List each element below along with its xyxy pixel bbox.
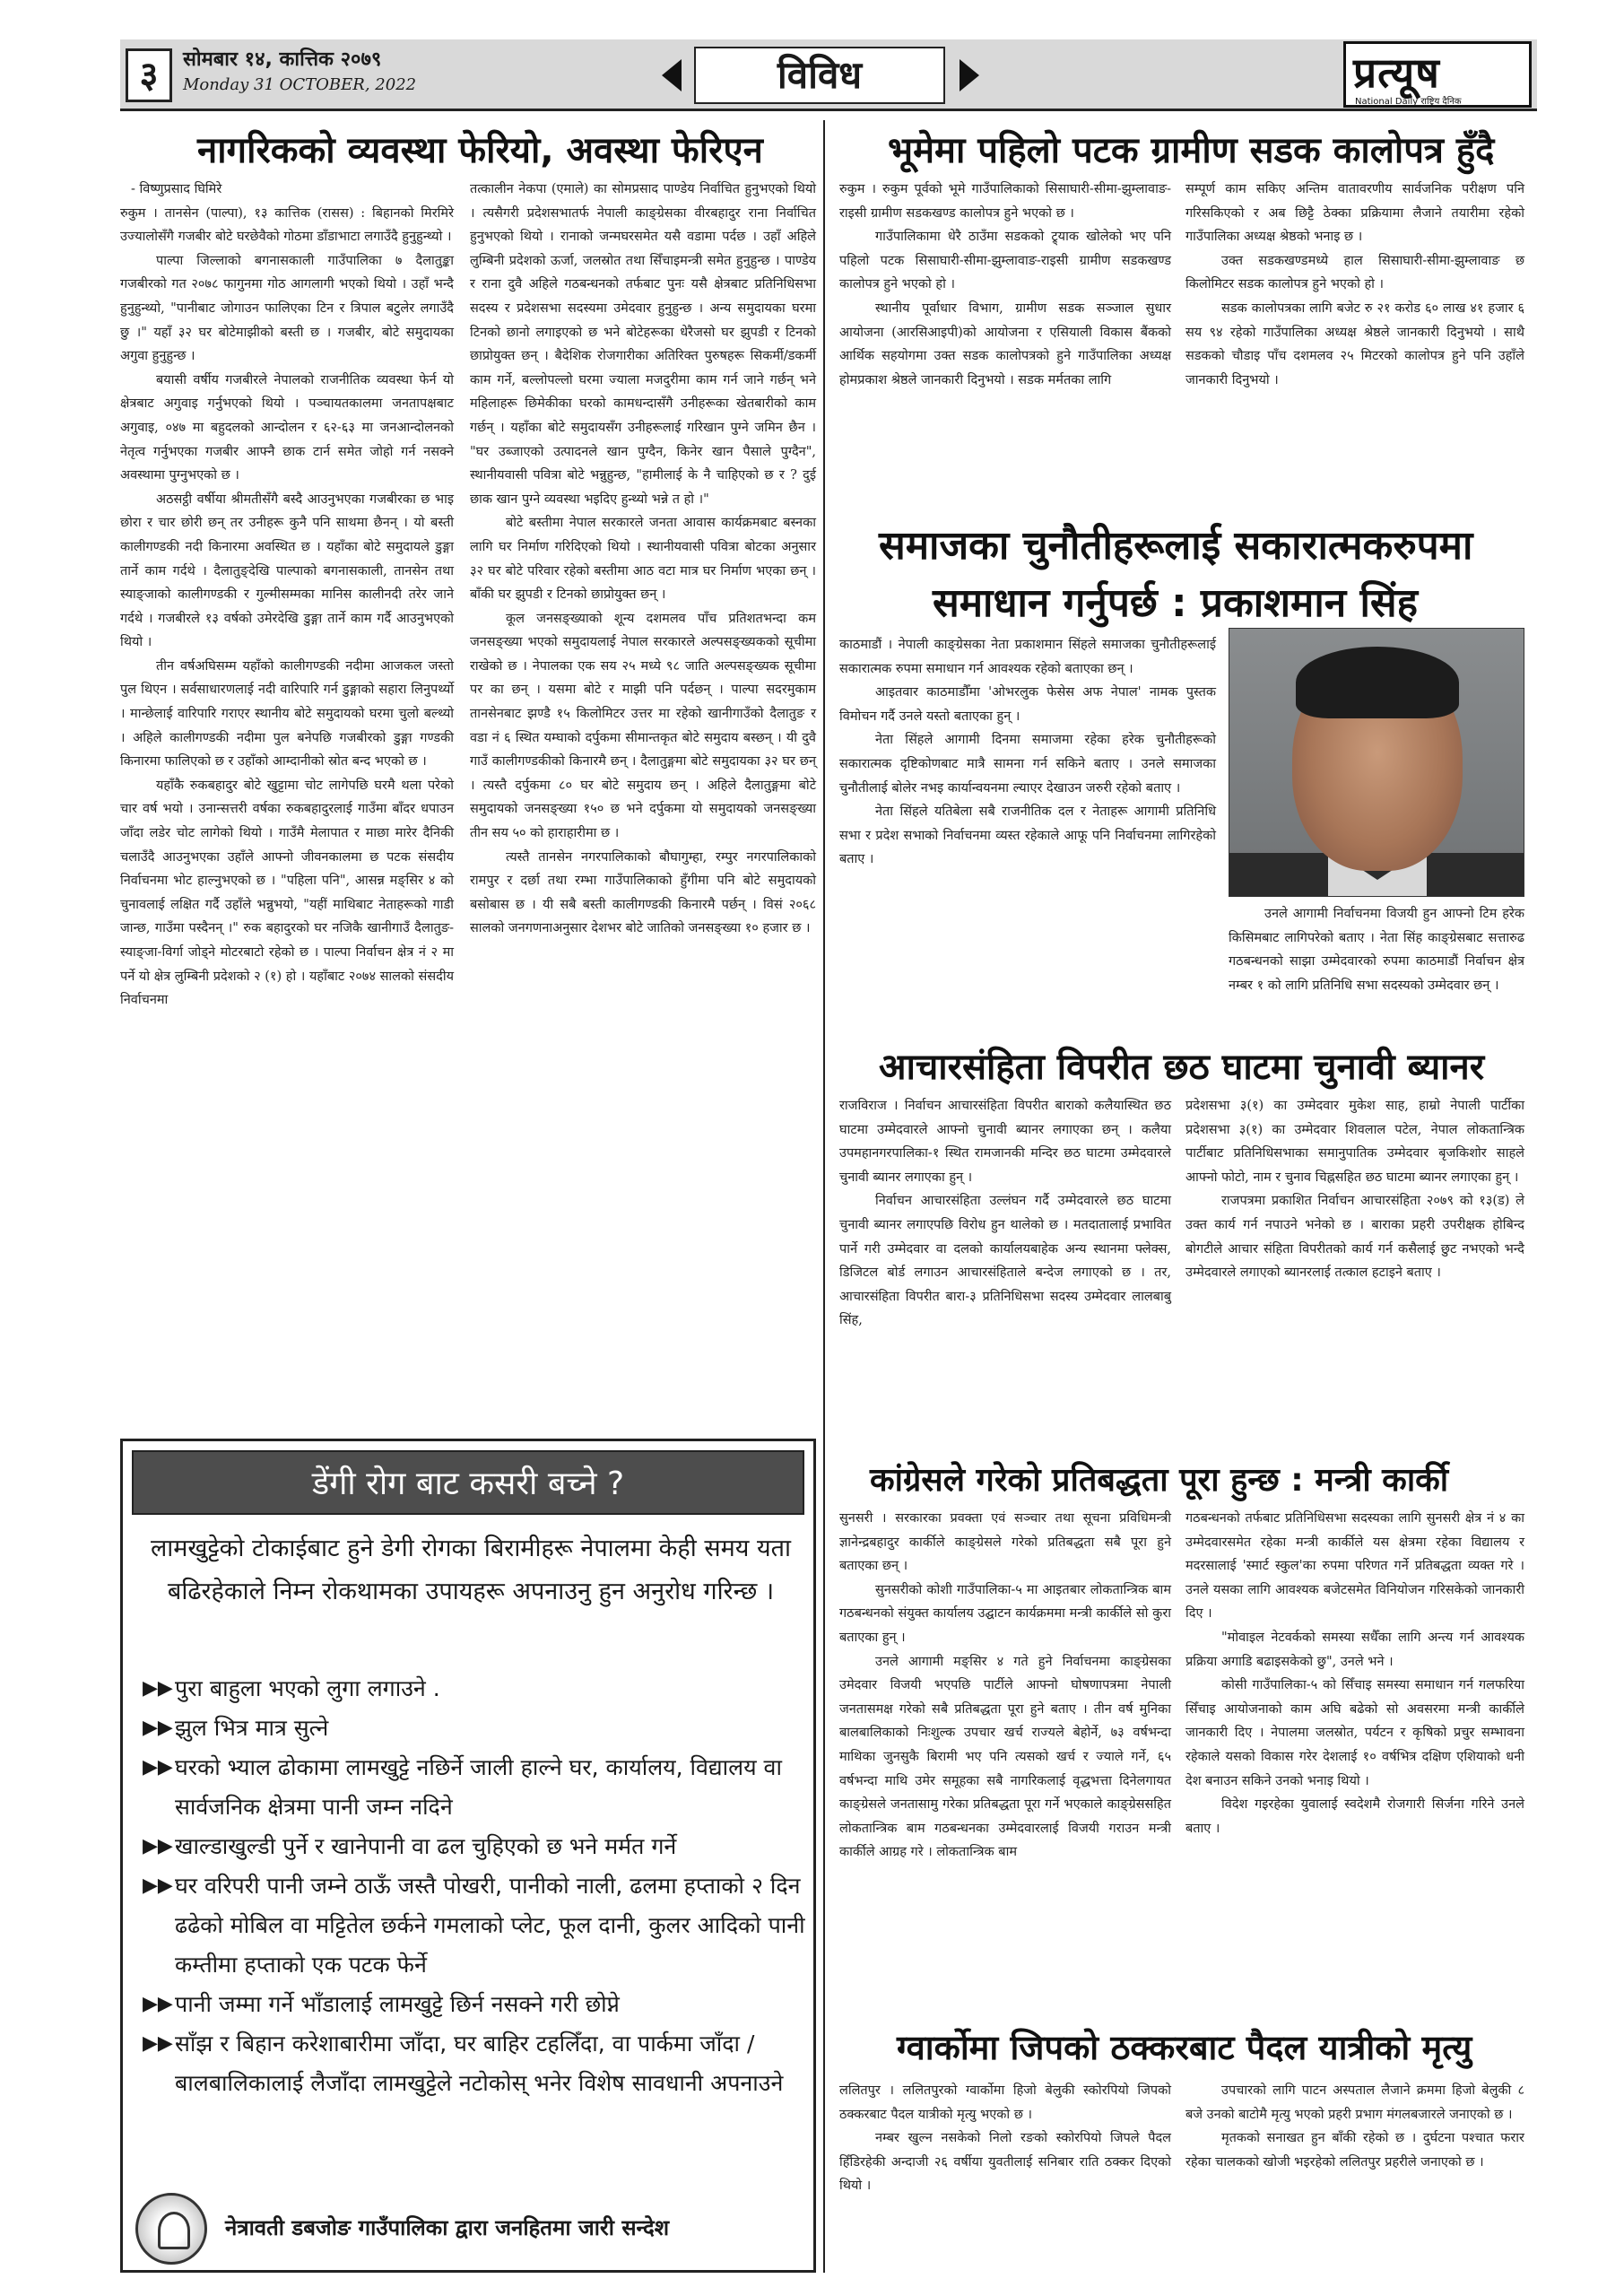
dengue-advertisement: [120, 1439, 816, 2273]
bullet-icon: ▶▶: [143, 1874, 173, 1897]
paragraph: गठबन्धनको तर्फबाट प्रतिनिधिसभा सदस्यका लागि सुनसरी क्षेत्र नं ४ का उम्मेदवारसमेत रहेका मन्त्री कार्कीले यस क्षेत्रमा रहेका विद्यालय र मदरसालाई 'स्मार्ट स्कुल'का रुपमा परिणत गर्ने प्रतिबद्धता व्यक्त गरे । उनले यसका लागि आवश्यक बजेटसमेत विनियोजन गरिसकेको जानकारी दिए ।: [1185, 1511, 1524, 1622]
prakashman-singh-photo: [1229, 628, 1524, 897]
logo-subtitle: National Daily राष्ट्रिय दैनिक: [1355, 97, 1462, 107]
bullet-icon: ▶▶: [143, 1835, 173, 1857]
paragraph: आइतवार काठमाडौँमा 'ओभरलुक फेसेस अफ नेपाल' नामक पुस्तक विमोचन गर्दै उनले यस्तो बताएका हुन् ।: [839, 685, 1216, 724]
paragraph: सम्पूर्ण काम सकिए अन्तिम वातावरणीय सार्वजनिक परीक्षण पनि गरिसकिएको र अब छिट्टै ठेक्का प्रक्रियामा लैजाने तयारीमा रहेको गाउँपालिका अध्यक्ष श्रेष्ठको भनाइ छ ।: [1185, 182, 1524, 245]
list-item: ▶▶ घर वरिपरी पानी जम्ने ठाऊँ जस्तै पोखरी, पानीको नाली, ढलमा हप्ताको २ दिन ढढेको मोबिल वा मट्टितेल छर्कने गमलाको प्लेट, फूल दानी, कुलर आदिको पानी कम्तीमा हप्ताको एक पटक फेर्ने: [143, 1866, 806, 1985]
list-item: ▶▶ खाल्डाखुल्डी पुर्ने र खानेपानी वा ढल चुहिएको छ भने मर्मत गर्ने: [143, 1827, 806, 1866]
ad-footer: [135, 2193, 804, 2265]
date-nepali: सोमबार १४, कात्तिक २०७९: [183, 48, 382, 71]
article6-col1: [839, 2079, 1171, 2198]
paragraph: गाउँपालिकामा धेरै ठाउँमा सडकको ट्र्याक खोलेको भए पनि पहिलो पटक सिसाघारी-सीमा-झुम्लावाङ-राइसी ग्रामीण सडकखण्ड कालोपत्र हुने भएको हो ।: [839, 230, 1171, 292]
article6-col2: [1185, 2079, 1524, 2174]
article3-title-line2: समाधान गर्नुपर्छ : प्रकाशमान सिंह: [933, 580, 1419, 626]
column-divider: [823, 1439, 825, 2273]
paragraph: नेता सिंहले यतिबेला सबै राजनीतिक दल र नेताहरू आगामी प्रतिनिधि सभा र प्रदेश सभाको निर्वाचनमा व्यस्त रहेकाले आफू पनि निर्वाचनमा लागिरहेको बताए ।: [839, 804, 1216, 867]
page-header: [120, 39, 1537, 115]
paragraph: उक्त सडकखण्डमध्ये हाल सिसाघारी-सीमा-झुम्लावाङ छ किलोमिटर सडक कालोपत्र हुने भएको हो ।: [1185, 253, 1524, 292]
paragraph: सुनसरीको कोशी गाउँपालिका-५ मा आइतबार लोकतान्त्रिक बाम गठबन्धनको संयुक्त कार्यालय उद्घाटन कार्यक्रममा मन्त्री कार्कीले सो कुरा बताएका हुन् ।: [839, 1582, 1171, 1645]
paragraph: निर्वाचन आचारसंहिता उल्लंघन गर्दै उम्मेदवारले छठ घाटमा चुनावी ब्यानर लगाएपछि विरोध हुन थालेको छ । मतदातालाई प्रभावित पार्ने गरी उम्मेदवार वा दलको कार्यालयबाहेक अन्य स्थानमा फ्लेक्स, डिजिटल बोर्ड लगाउन आचारसंहिताले बन्देज लगाएको छ । तर, आचारसंहिता विपरीत बारा-३ प्रतिनिधिसभा सदस्य उम्मेदवार लालबाबु सिंह,: [839, 1194, 1171, 1328]
paragraph: कूल जनसङ्ख्याको शून्य दशमलव पाँच प्रतिशतभन्दा कम जनसङ्ख्या भएको समुदायलाई नेपाल सरकारले अल्पसङ्ख्यकको सूचीमा राखेको छ । नेपालका एक सय २५ मध्ये ९८ जाति अल्पसङ्ख्यक सूचीमा पर का छन् । यसमा बोटे र माझी पनि पर्दछन् । पाल्पा सदरमुकाम तानसेनबाट झण्डै १५ किलोमिटर उत्तर मा रहेको खानीगाउँको दैलातुङ र वडा नं ६ स्थित यम्घाको दर्पुकमा सीमान्तकृत बोटे समुदाय बस्छन् । यी दुवै गाउँ कालीगण्डकीको किनारमै छन् । दैलातुङ्गमा बोटे समुदायका ३२ घर छन् । त्यस्तै दर्पुकमा ८० घर बोटे समुदाय छन् । अहिले दैलातुङ्गमा बोटे समुदायको जनसङ्ख्या १५० छ भने दर्पुकमा यो समुदायको जनसङ्ख्या तीन सय ५० को हाराहारीमा छ ।: [470, 611, 816, 841]
paragraph: बोटे बस्तीमा नेपाल सरकारले जनता आवास कार्यक्रमबाट बस्नका लागि घर निर्माण गरिदिएको थियो । स्थानीयवासी पवित्रा बोटका अनुसार ३२ घर बोटे परिवार रहेको बस्तीमा आठ वटा मात्र घर निर्माण भएका छन् । बाँकी घर झुपडी र टिनको छाप्रोयुक्त छन् ।: [470, 516, 816, 603]
bullet-icon: ▶▶: [143, 1677, 173, 1700]
paragraph: उनले आगामी निर्वाचनमा विजयी हुन आफ्नो टिम हरेक किसिमबाट लागिपरेको बताए । नेता सिंह काङ्ग्रेसबाट सत्तारुढ गठबन्धनको साझा उम्मेदवारको रुपमा काठमाडौं निर्वाचन क्षेत्र नम्बर १ को लागि प्रतिनिधि सभा सदस्यको उम्मेदवार छन् ।: [1229, 907, 1524, 993]
column-divider: [823, 120, 825, 1439]
arrow-right-icon: [960, 59, 979, 91]
list-item: ▶▶ पुरा बाहुला भएको लुगा लगाउने .: [143, 1669, 806, 1709]
article2-col2: [1185, 178, 1524, 392]
paragraph: उपचारको लागि पाटन अस्पताल लैजाने क्रममा हिजो बेलुकी ८ बजे उनको बाटोमै मृत्यु भएको प्रहरी प्रभाग मंगलबजारले जनाएको छ ।: [1185, 2083, 1524, 2122]
paragraph: काठमाडौं । नेपाली काङ्ग्रेसका नेता प्रकाशमान सिंहले समाजका चुनौतीहरूलाई सकारात्मक रुपमा समाधान गर्न आवश्यक रहेको बताएका छन् ।: [839, 638, 1216, 676]
paragraph: सडक कालोपत्रका लागि बजेट रु २१ करोड ६० लाख ४१ हजार ६ सय ९४ रहेको गाउँपालिका अध्यक्ष श्रेष्ठले जानकारी दिनुभयो । साथै सडकको चौडाइ पाँच दशमलव २५ मिटरको कालोपत्र हुने पनि उहाँले जानकारी दिनुभयो ।: [1185, 300, 1524, 387]
paragraph: रुकुम । तानसेन (पाल्पा), १३ कात्तिक (रासस) : बिहानको मिरमिरे उज्यालोसँगै गजबीर बोटे घरछेवैको गोठमा डाँडाभाटा लगाउँदै हुनुहुन्थ्यो ।: [120, 205, 454, 245]
arrow-left-icon: [662, 59, 682, 91]
list-item: ▶▶ साँझ र बिहान करेशाबारीमा जाँदा, घर बाहिर टहलिँदा, वा पार्कमा जाँदा / बालबालिकालाई लैजाँदा लामखुट्टेले नटोकोस् भनेर विशेष सावधानी अपनाउने: [143, 2024, 806, 2103]
bullet-icon: ▶▶: [143, 1756, 173, 1779]
paragraph: सुनसरी । सरकारका प्रवक्ता एवं सञ्चार तथा सूचना प्रविधिमन्त्री ज्ञानेन्द्रबहादुर कार्कीले काङ्ग्रेसले गरेको प्रतिबद्धता सबै पूरा हुने बताएका छन् ।: [839, 1511, 1171, 1574]
list-item: ▶▶ झुल भित्र मात्र सुत्ने: [143, 1709, 806, 1748]
paragraph: बयासी वर्षीय गजबीरले नेपालको राजनीतिक व्यवस्था फेर्न यो क्षेत्रबाट अगुवाइ गर्नुभएको थियो । पञ्चायतकालमा जनतापक्षबाट अगुवाइ, ०४७ मा बहुदलको आन्दोलन र ६२-६३ मा जनआन्दोलनको नेतृत्व गर्नुभएका गजबीर आफ्नै छाक टार्न समेत जोहो गर्न नसक्ने अवस्थामा पुग्नुभएको छ ।: [120, 372, 454, 483]
ad-intro: लामखुट्टेको टोकाईबाट हुने डेगी रोगका बिरामीहरू नेपालमा केही समय यता बढिरहेकाले निम्न रोकथामका उपायहरू अपनाउनु हुन अनुरोध गरिन्छ ।: [150, 1535, 792, 1605]
newspaper-logo: [1343, 41, 1532, 108]
paragraph: प्रदेशसभा ३(१) का उम्मेदवार मुकेश साह, हाम्रो नेपाली पार्टीका प्रदेशसभा ३(१) का उम्मेदवार शिवलाल पटेल, नेपाल लोकतान्त्रिक पार्टीबाट प्रतिनिधिसभाका समानुपातिक उम्मेदवार बृजकिशोर साहले आफ्नो फोटो, नाम र चुनाव चिह्नसहित छठ घाटमा ब्यानर लगाएका हुन् ।: [1185, 1099, 1524, 1185]
paragraph: अठसट्ठी वर्षीया श्रीमतीसँगै बस्दै आउनुभएका गजबीरका छ भाइ छोरा र चार छोरी छन् तर उनीहरू कुनै पनि साथमा छैनन् । यो बस्ती कालीगण्डकी नदी किनारमा अवस्थित छ । यहाँका बोटे समुदायले डुङ्गा तार्ने काम गर्दथे । दैलातुङ्देखि पाल्पाको बगनासकाली, तानसेन तथा स्याङ्जाको कालीगण्डकी र गुल्मीसम्मका मानिस कालीनदी तरेर जाने गर्दथे । गजबीरले १३ वर्षको उमेरदेखि डुङ्गा तार्ने काम गर्दै आउनुभएको थियो ।: [120, 491, 454, 650]
paragraph: तीन वर्षअघिसम्म यहाँको कालीगण्डकी नदीमा आजकल जस्तो पुल थिएन । सर्वसाधारणलाई नदी वारिपारि गर्न डुङ्गाको सहारा लिनुपर्थ्यो । मान्छेलाई वारिपारि गराएर स्थानीय बोटे समुदायको घरमा चुलो बल्थ्यो । अहिले कालीगण्डकी नदीमा पुल बनेपछि गजबीरको डुङ्गा गण्डकी किनारमा फालिएको छ र उहाँको आम्दानीको स्रोत बन्द भएको छ ।: [120, 658, 454, 770]
article2-title: भूमेमा पहिलो पटक ग्रामीण सडक कालोपत्र हुँदै: [888, 130, 1495, 171]
section-title: विविध: [694, 47, 945, 104]
bullet-icon: ▶▶: [143, 1717, 173, 1739]
paragraph: राजपत्रमा प्रकाशित निर्वाचन आचारसंहिता २०७९ को १३(ड) ले उक्त कार्य गर्न नपाउने भनेको छ । बाराका प्रहरी उपरीक्षक होबिन्द बोगटीले आचार संहिता विपरीतको कार्य गर्न कसैलाई छुट नभएको भन्दै उम्मेदवारले लगाएको ब्यानरलाई तत्काल हटाइने बताए ।: [1185, 1194, 1524, 1281]
article5-title: कांग्रेसले गरेको प्रतिबद्धता पूरा हुन्छ : मन्त्री कार्की: [870, 1462, 1449, 1499]
article1-col1: [120, 178, 454, 1013]
article1-col2: [470, 178, 816, 941]
list-item: ▶▶ पानी जम्मा गर्ने भाँडालाई लामखुट्टे छिर्न नसक्ने गरी छोप्ने: [143, 1985, 806, 2024]
article1-title: नागरिकको व्यवस्था फेरियो, अवस्था फेरिएन: [197, 130, 763, 171]
ad-footer-text: नेत्रावती डबजोङ गाउँपालिका द्वारा जनहितमा जारी सन्देश: [225, 2215, 670, 2240]
paragraph: "मोवाइल नेटवर्कको समस्या सधैँका लागि अन्त्य गर्न आवश्यक प्रक्रिया अगाडि बढाइसकेको छु", उनले भने ।: [1185, 1630, 1524, 1669]
list-item: ▶▶ घरको भ्याल ढोकामा लामखुट्टे नछिर्ने जाली हाल्ने घर, कार्यालय, विद्यालय वा सार्वजनिक क्षेत्रमा पानी जम्न नदिने: [143, 1748, 806, 1827]
article5-col1: [839, 1507, 1171, 1865]
ad-list: [143, 1669, 806, 2103]
paragraph: उनले आगामी मङ्सिर ४ गते हुने निर्वाचनमा काङ्ग्रेसका उमेदवार विजयी भएपछि पार्टीले आफ्नो घोषणापत्रमा नेपाली जनतासमक्ष गरेको सबै प्रतिबद्धता पूरा हुने बताए । तीन वर्ष मुनिका बालबालिकाको निःशुल्क उपचार खर्च राज्यले बेहोर्ने, ७३ वर्षभन्दा माथिका जुनसुकै बिरामी भए पनि त्यसको खर्च र ज्याले गर्ने, ६५ वर्षभन्दा माथि उमेर समूहका सबै नागरिकलाई वृद्धभत्ता दिनेलगायत काङ्ग्रेसले जनतासामु गरेका प्रतिबद्धता पूरा गर्ने भएकाले काङ्ग्रेससहित लोकतान्त्रिक बाम गठबन्धनका उम्मेदवारलाई विजयी गराउन मन्त्री कार्कीले आग्रह गरे । लोकतान्त्रिक बाम: [839, 1654, 1171, 1860]
article4-col2: [1185, 1094, 1524, 1285]
paragraph: पाल्पा जिल्लाको बगनासकाली गाउँपालिका ७ दैलातुङ्का गजबीरको गत २०७८ फागुनमा गोठ आगलागी भएको थियो । उहाँ भन्दै हुनुहुन्थ्यो, "पानीबाट जोगाउन फालिएका टिन र त्रिपाल बटुलेर लगाउँदै छु ।" यहाँ ३२ घर बोटेमाझीको बस्ती छ । गजबीर, बोटे समुदायका अगुवा हुनुहुन्छ ।: [120, 253, 454, 364]
paragraph: रुकुम । रुकुम पूर्वको भूमे गाउँपालिकाको सिसाघारी-सीमा-झुम्लावाङ-राइसी ग्रामीण सडकखण्ड कालोपत्र हुने भएको छ ।: [839, 182, 1171, 221]
date-english: Monday 31 OCTOBER, 2022: [183, 75, 417, 94]
article5-col2: [1185, 1507, 1524, 1840]
paragraph: कोसी गाउँपालिका-५ को सिँचाइ समस्या समाधान गर्न गलफरिया सिँचाइ आयोजनाको काम अघि बढेको सो अवसरमा मन्त्री कार्कीले जानकारी दिए । नेपालमा जलस्रोत, पर्यटन र कृषिको प्रचुर सम्भावना रहेकाले यसको विकास गरेर देशलाई १० वर्षभित्र दक्षिण एशियाको धनी देश बनाउन सकिने उनको भनाइ थियो ।: [1185, 1678, 1524, 1788]
bullet-icon: ▶▶: [143, 2032, 173, 2055]
paragraph: त्यस्तै तानसेन नगरपालिकाको बौघागुम्हा, रम्पुर नगरपालिकाको रामपुर र दर्छा तथा रम्भा गाउँपालिकाको हुँगीमा पनि बोटे समुदायको बसोबास छ । यी सबै बस्ती कालीगण्डकी किनारमै पर्छन् । विसं २०६८ सालको जनगणनाअनुसार देशभर बोटे जातिको जनसङ्ख्या १० हजार छ ।: [470, 849, 816, 936]
paragraph: विदेश गइरहेका युवालाई स्वदेशमै रोजगारी सिर्जना गरिने उनले बताए ।: [1185, 1797, 1524, 1836]
paragraph: ललितपुर । ललितपुरको ग्वार्कोमा हिजो बेलुकी स्कोरपियो जिपको ठक्करबाट पैदल यात्रीको मृत्यु भएको छ ।: [839, 2083, 1171, 2122]
paragraph: तत्कालीन नेकपा (एमाले) का सोमप्रसाद पाण्डेय निर्वाचित हुनुभएको थियो । त्यसैगरी प्रदेशसभातर्फ नेपाली काङ्ग्रेसका वीरबहादुर राना निर्वाचित हुनुभएको थियो । रानाको जन्मघरसमेत यसै वडामा पर्दछ । उहाँ अहिले लुम्बिनी प्रदेशको ऊर्जा, जलस्रोत तथा सिँचाइमन्त्री समेत हुनुहुन्छ । पाण्डेय र राना दुवै अहिले गठबन्धनको तर्फबाट पुनः यसै क्षेत्रबाट प्रतिनिधिसभा सदस्य र प्रदेशसभा सदस्यमा उमेदवार हुनुहुन्छ । अन्य समुदायका घरमा टिनको छानो लगाइएको छ भने बोटेहरूका धेरैजसो घर झुपडी र टिनको छाप्रोयुक्त छन् । बैदेशिक रोजगारीका अतिरिक्त पुरुषहरू सिकर्मी/डकर्मी काम गर्ने, बल्लोपल्लो घरमा ज्याला मजदुरीमा काम गर्न जाने गर्छन् भने महिलाहरू छिमेकीका घरको कामधन्दासँगै उनीहरूका खेतबारीको काम गर्छन् । यहाँका बोटे समुदायसँग उनीहरूलाई गरिखान पुग्ने जमिन छैन । "घर उब्जाएको उत्पादनले खान पुग्दैन, किनेर खान पैसाले पुग्दैन", स्थानीयवासी पवित्रा बोटे भन्नुहुन्छ, "हामीलाई के नै चाहिएको छ र ? दुई छाक खान पुग्ने व्यवस्था भइदिए हुन्थ्यो भन्ने त हो ।": [470, 182, 816, 507]
article3-col2: [1229, 902, 1524, 997]
article4-title: आचारसंहिता विपरीत छठ घाटमा चुनावी ब्यानर: [879, 1047, 1485, 1088]
article1-byline: - विष्णुप्रसाद घिमिरे: [131, 182, 222, 196]
article3-col1: [839, 633, 1216, 872]
article2-col1: [839, 178, 1171, 392]
paragraph: नम्बर खुल्न नसकेको निलो रङको स्कोरपियो जिपले पैदल हिँडिरहेकी अन्दाजी २६ वर्षीया युवतीलाई सनिबार राति ठक्कर दिएको थियो ।: [839, 2131, 1171, 2194]
municipality-emblem-icon: [135, 2193, 207, 2265]
ad-title: डेंगी रोग बाट कसरी बच्ने ?: [132, 1450, 804, 1515]
bullet-icon: ▶▶: [143, 1993, 173, 2015]
logo-text: प्रत्यूष: [1353, 48, 1440, 97]
page-number: ३: [126, 48, 172, 102]
paragraph: नेता सिंहले आगामी दिनमा समाजमा रहेका हरेक चुनौतीहरूको सकारात्मक दृष्टिकोणबाट मात्रै सामना गर्न सकिने बताए । उनले समाजका चुनौतीलाई बोलेर नभइ कार्यान्वयनमा ल्याएर देखाउन जरुरी रहेको बताए ।: [839, 733, 1216, 796]
paragraph: स्थानीय पूर्वाधार विभाग, ग्रामीण सडक सञ्जाल सुधार आयोजना (आरसिआइपी)को आयोजना र एसियाली विकास बैंकको आर्थिक सहयोगमा उक्त सडक कालोपत्रको हुने गाउँपालिका अध्यक्ष होमप्रकाश श्रेष्ठले जानकारी दिनुभयो । सडक मर्मतका लागि: [839, 300, 1171, 387]
paragraph: राजविराज । निर्वाचन आचारसंहिता विपरीत बाराको कलैयास्थित छठ घाटमा उम्मेदवारले आफ्नो चुनावी ब्यानर लगाएका छन् । कलैया उपमहानगरपालिका-१ स्थित रामजानकी मन्दिर छठ घाटमा उम्मेदवारले चुनावी ब्यानर लगाएका हुन् ।: [839, 1099, 1171, 1185]
paragraph: मृतकको सनाखत हुन बाँकी रहेको छ । दुर्घटना पश्चात फरार रहेका चालकको खोजी भइरहेको ललितपुर प्रहरीले जनाएको छ ।: [1185, 2131, 1524, 2170]
article6-title: ग्वार्कोमा जिपको ठक्करबाट पैदल यात्रीको मृत्यु: [897, 2028, 1472, 2067]
article3-title-line1: समाजका चुनौतीहरूलाई सकारात्मकरुपमा: [879, 523, 1473, 569]
article4-col1: [839, 1094, 1171, 1333]
paragraph: यहाँकै रुकबहादुर बोटे खुट्टामा चोट लागेपछि घरमै थला परेको चार वर्ष भयो । उनान्सत्तरी वर्षका रुकबहादुरलाई गाउँमा बाँदर धपाउन जाँदा लडेर चोट लागेको थियो । गाउँमै मेलापात र माछा मारेर दैनिकी चलाउँदै आउनुभएका उहाँले आफ्नो जीवनकालमा छ पटक संसदीय निर्वाचनमा भोट हाल्नुभएको छ । "पहिला पनि", आसन्न मङ्सिर ४ को चुनावलाई लक्षित गर्दै उहाँले भन्नुभयो, "यहीं माथिबाट नेताहरूको गाडी जान्छ, गाउँमा पस्दैनन् ।" रुक बहादुरको घर नजिकै खानीगाउँ दैलातुङ-स्याङ्जा-विर्गा जोड्ने मोटरबाटो रहेको छ । पाल्पा निर्वाचन क्षेत्र नं २ मा पर्ने यो क्षेत्र लुम्बिनी प्रदेशको २ (१) हो । यहाँबाट २०७४ सालको संसदीय निर्वाचनमा: [120, 778, 454, 1008]
